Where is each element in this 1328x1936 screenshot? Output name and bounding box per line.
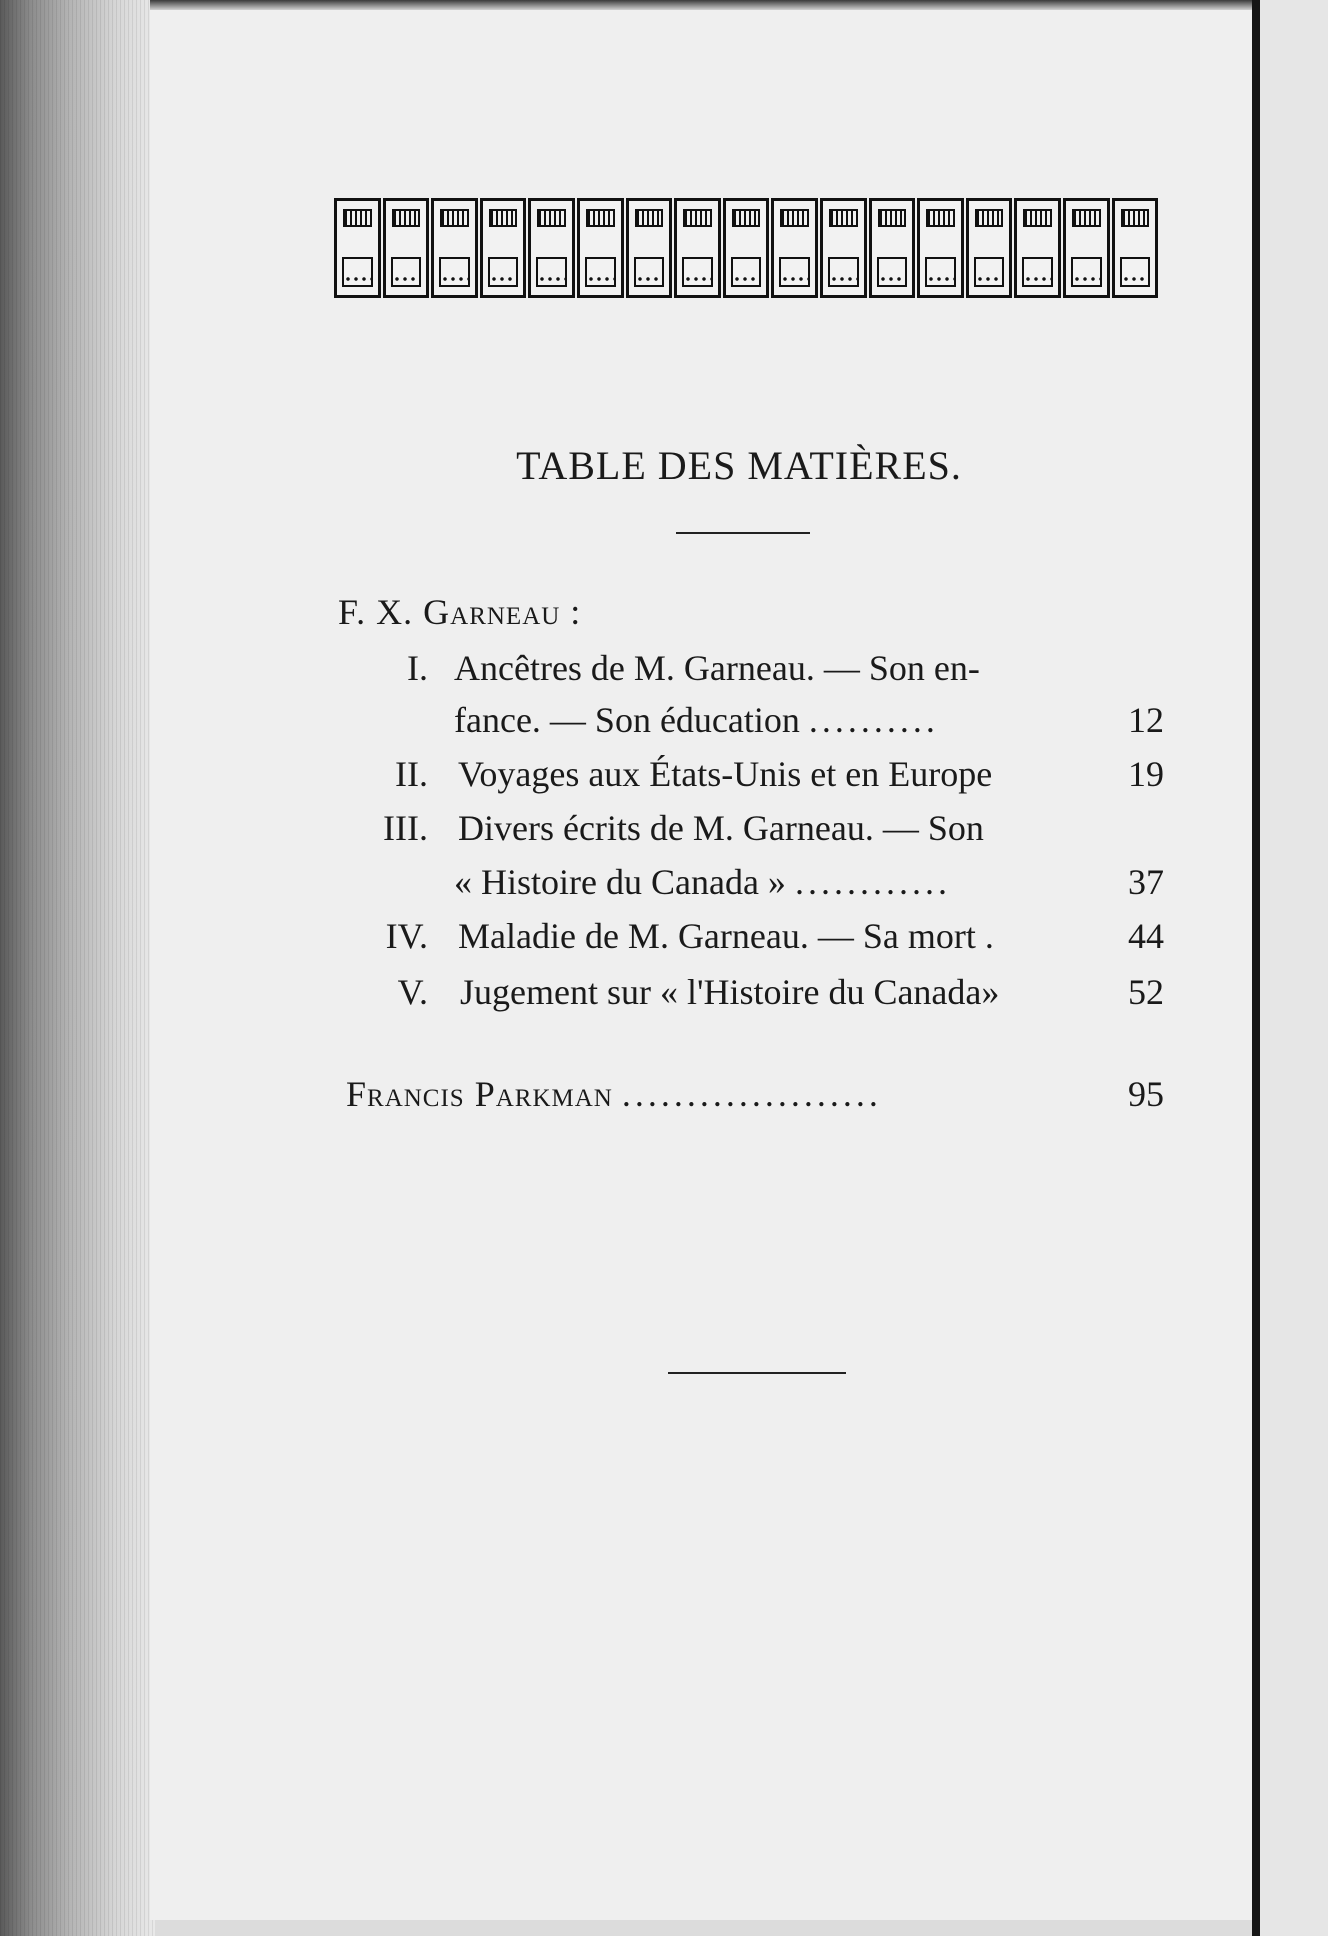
section-heading-parkman: Francis Parkman [346,1074,613,1114]
section-heading-parkman-line [346,1072,882,1116]
entry-page-number: 44 [1128,916,1164,956]
title-rule [676,532,810,534]
entry-page-number: 19 [1128,754,1164,794]
book-gutter [1252,0,1260,1936]
ornament-tile [431,198,478,298]
entry-title: Voyages aux États-Unis et en Europe [458,754,993,794]
leader-dots: ............ [794,862,951,902]
ornament-tile [771,198,818,298]
entry-title-line2: fance. — Son éducation [454,700,800,740]
entry-page-number: 12 [1128,700,1164,740]
ornament-tile [528,198,575,298]
ornament-tile [1112,198,1159,298]
ornament-tile [869,198,916,298]
entry-title-line2: « Histoire du Canada » [454,862,786,902]
section-page-number: 95 [1128,1074,1164,1114]
decorative-header-ornament [334,198,1158,298]
ornament-tile [1014,198,1061,298]
entry-number: IV. [385,916,428,956]
closing-rule [668,1372,846,1374]
ornament-tile [917,198,964,298]
entry-title: Maladie de M. Garneau. — Sa mort . [458,916,994,956]
entry-title: Divers écrits de M. Garneau. — Son [458,808,984,848]
book-page-edges [0,0,155,1936]
ornament-tile [334,198,381,298]
entry-title-continued [454,860,951,904]
ornament-tile [1063,198,1110,298]
entry-title-continued [454,698,939,742]
leader-dots: .................... [621,1074,882,1114]
entry-number: II. [395,754,428,794]
ornament-tile [577,198,624,298]
entry-title: Jugement sur « l'Histoire du Canada» [460,972,1000,1012]
entry-page-number: 52 [1128,972,1164,1012]
ornament-tile [820,198,867,298]
section-heading-garneau: F. X. Garneau : [338,592,582,632]
entry-number: V. [397,972,428,1012]
ornament-tile [480,198,527,298]
entry-number: III. [383,808,428,848]
ornament-tile [966,198,1013,298]
entry-number: I. [407,648,428,688]
ornament-tile [674,198,721,298]
ornament-tile [383,198,430,298]
ornament-tile [626,198,673,298]
entry-page-number: 37 [1128,862,1164,902]
page-title: TABLE DES MATIÈRES. [516,443,962,488]
facing-page-edge [1260,0,1328,1936]
ornament-tile [723,198,770,298]
leader-dots: .......... [808,700,939,740]
entry-title: Ancêtres de M. Garneau. — Son en- [454,648,980,688]
